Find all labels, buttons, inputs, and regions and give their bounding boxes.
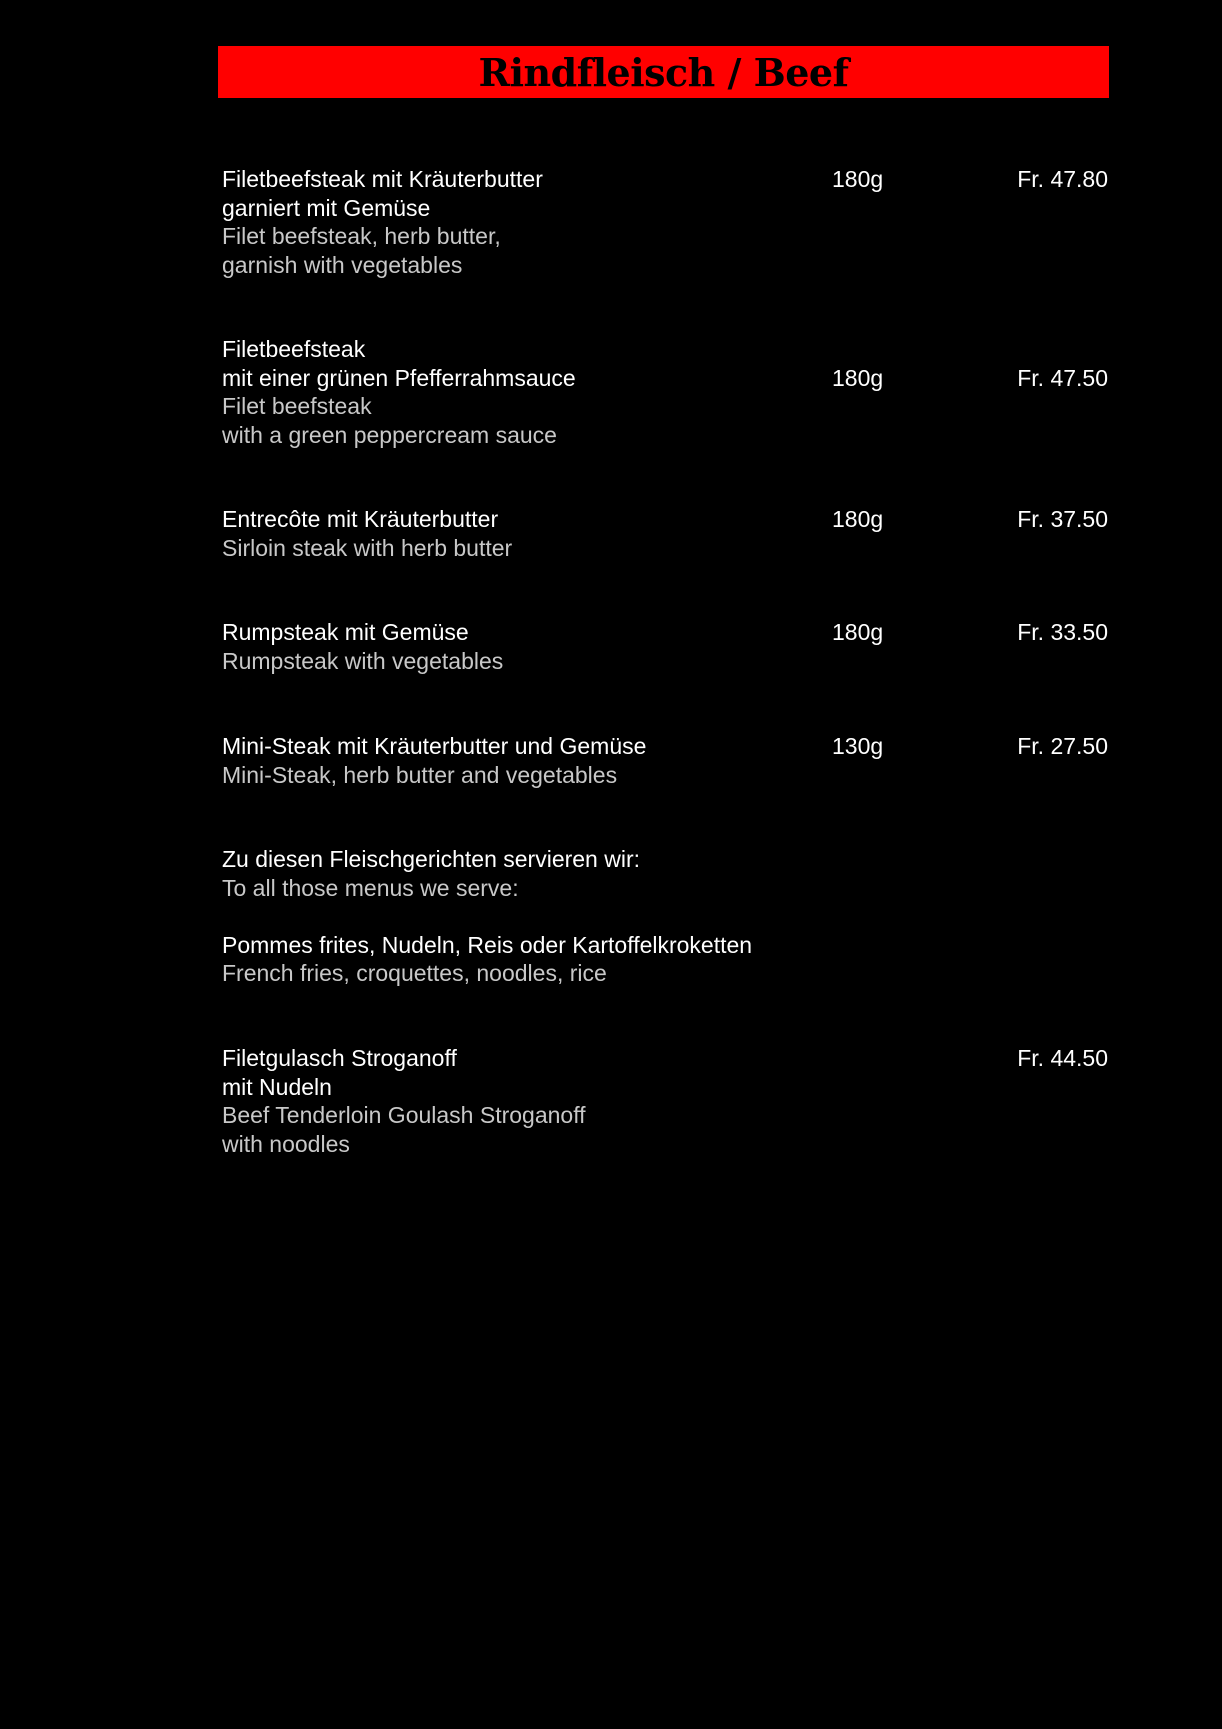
item-weight: 180g [832,364,884,391]
item-name-en: Sirloin steak with herb butter [222,534,513,561]
menu-item-filetbeefsteak-pepper-sauce [222,335,1108,449]
sides-intro-en: To all those menus we serve: [222,874,519,901]
item-name-en-line-1: Beef Tenderloin Goulash Stroganoff [222,1102,586,1128]
menu-item-entrecote [222,505,1108,562]
menu-item-mini-steak [222,732,1108,789]
item-price: Fr. 47.50 [1017,364,1108,391]
item-name-de-line-2: mit einer grünen Pfefferrahmsauce [222,364,576,391]
sides-intro-de: Zu diesen Fleischgerichten servieren wir: [222,846,641,872]
item-weight: 180g [832,166,884,192]
item-name-de-line-2: mit Nudeln [222,1073,332,1100]
sides-spacer [222,902,1108,931]
menu-item-rumpsteak [222,618,1108,675]
item-weight: 180g [832,619,884,645]
sides-list-de: Pommes frites, Nudeln, Reis oder Kartoffelkroketten [222,931,753,958]
item-name-en-line-1: Filet beefsteak, herb butter, [222,223,501,249]
sides-list-en: French fries, croquettes, noodles, rice [222,960,607,986]
item-name-en: Rumpsteak with vegetables [222,647,504,674]
item-price: Fr. 47.80 [1017,166,1108,192]
item-name-de-line-1: Filetgulasch Stroganoff [222,1045,457,1071]
item-name-en-line-2: with a green peppercream sauce [222,421,557,448]
item-price: Fr. 27.50 [1017,733,1108,759]
item-name-en-line-1: Filet beefsteak [222,393,372,419]
item-name-de-line-1: Filetbeefsteak [222,336,366,362]
menu-item-stroganoff [222,1044,1108,1158]
item-name-de-line-2: garniert mit Gemüse [222,194,431,221]
item-price: Fr. 44.50 [1017,1045,1108,1071]
menu-item-filetbeefsteak-herb-butter [222,165,1108,279]
item-weight: 130g [832,733,884,759]
item-name-en: Mini-Steak, herb butter and vegetables [222,761,618,788]
item-price: Fr. 33.50 [1017,619,1108,645]
item-name-de-line-1: Filetbeefsteak mit Kräuterbutter [222,166,543,192]
item-name-en-line-2: garnish with vegetables [222,251,463,278]
item-name-en-line-2: with noodles [222,1130,350,1157]
section-title-bar [218,46,1109,98]
sides-note [222,845,1108,988]
item-name-de: Mini-Steak mit Kräuterbutter und Gemüse [222,733,647,759]
item-weight: 180g [832,506,884,532]
item-name-de: Rumpsteak mit Gemüse [222,619,469,645]
item-name-de: Entrecôte mit Kräuterbutter [222,506,499,532]
item-price: Fr. 37.50 [1017,506,1108,532]
section-title: Rindfleisch / Beef [478,49,849,95]
